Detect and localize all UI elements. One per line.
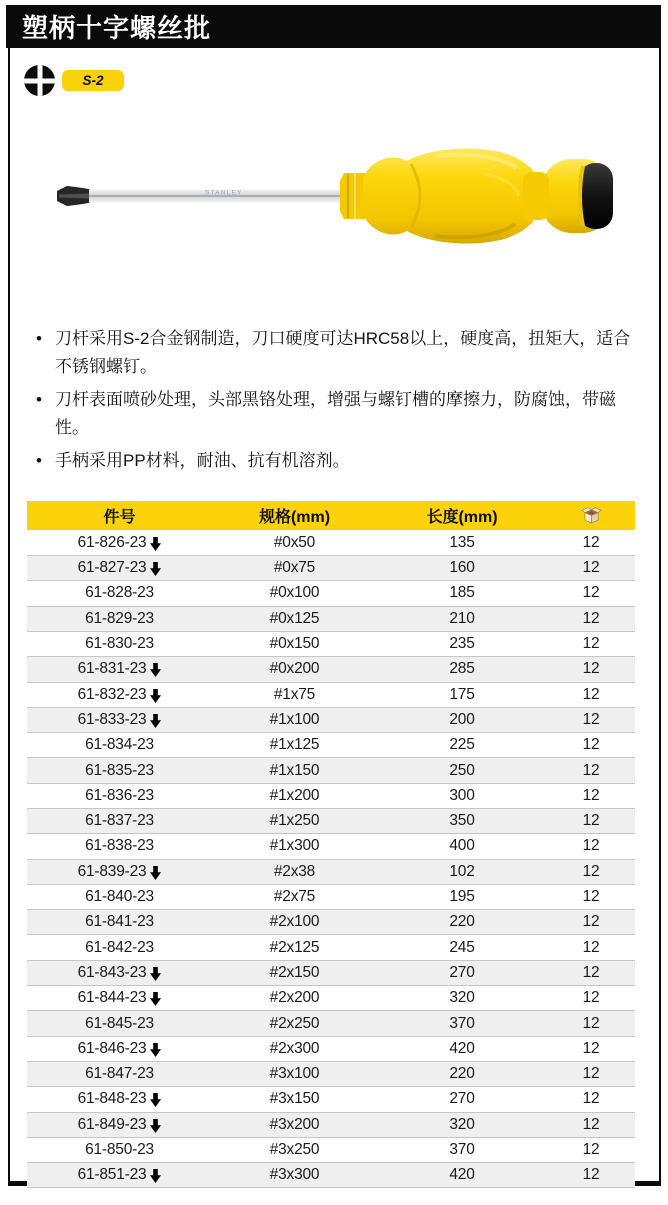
part-number: 61-828-23 xyxy=(85,584,154,602)
spec-value: #2x100 xyxy=(212,910,377,935)
spec-value: #1x150 xyxy=(212,758,377,783)
spec-value: #0x125 xyxy=(212,606,377,631)
down-arrow-icon xyxy=(150,663,161,677)
table-row xyxy=(27,758,635,783)
length-value: 370 xyxy=(377,1137,547,1162)
table-row xyxy=(27,783,635,808)
pack-qty: 12 xyxy=(547,733,635,758)
part-number: 61-833-23 xyxy=(77,710,147,728)
spec-value: #3x200 xyxy=(212,1112,377,1137)
pack-qty: 12 xyxy=(547,960,635,985)
pack-qty: 12 xyxy=(547,1061,635,1086)
length-value: 220 xyxy=(377,1061,547,1086)
pack-qty: 12 xyxy=(547,530,635,555)
length-value: 245 xyxy=(377,935,547,960)
down-arrow-icon xyxy=(150,992,161,1006)
length-value: 420 xyxy=(377,1163,547,1188)
spec-value: #0x200 xyxy=(212,657,377,682)
col-header-spec: 规格(mm) xyxy=(212,501,377,530)
spec-value: #2x200 xyxy=(212,986,377,1011)
length-value: 400 xyxy=(377,834,547,859)
length-value: 175 xyxy=(377,682,547,707)
pack-qty: 12 xyxy=(547,758,635,783)
table-row xyxy=(27,556,635,581)
pack-qty: 12 xyxy=(547,556,635,581)
down-arrow-icon xyxy=(150,1169,161,1183)
down-arrow-icon xyxy=(150,1119,161,1133)
length-value: 270 xyxy=(377,1087,547,1112)
part-number: 61-842-23 xyxy=(85,938,154,956)
table-row xyxy=(27,809,635,834)
spec-value: #1x75 xyxy=(212,682,377,707)
product-image xyxy=(55,134,615,259)
part-number: 61-840-23 xyxy=(85,888,154,906)
length-value: 225 xyxy=(377,733,547,758)
down-arrow-icon xyxy=(150,562,161,576)
table-row xyxy=(27,733,635,758)
table-row xyxy=(27,1011,635,1036)
table-row xyxy=(27,986,635,1011)
length-value: 200 xyxy=(377,707,547,732)
down-arrow-icon xyxy=(150,1043,161,1057)
length-value: 285 xyxy=(377,657,547,682)
page-title: 塑柄十字螺丝批 xyxy=(22,13,212,43)
spec-value: #2x125 xyxy=(212,935,377,960)
table-row xyxy=(27,960,635,985)
pack-qty: 12 xyxy=(547,809,635,834)
table-row xyxy=(27,1112,635,1137)
table-row xyxy=(27,707,635,732)
table-row xyxy=(27,581,635,606)
col-header-part: 件号 xyxy=(27,501,212,530)
pack-qty: 12 xyxy=(547,783,635,808)
table-row xyxy=(27,910,635,935)
pack-qty: 12 xyxy=(547,606,635,631)
pack-qty: 12 xyxy=(547,935,635,960)
part-number: 61-845-23 xyxy=(85,1014,154,1032)
pack-qty: 12 xyxy=(547,581,635,606)
spec-value: #3x250 xyxy=(212,1137,377,1162)
pack-qty: 12 xyxy=(547,1112,635,1137)
page-header xyxy=(6,5,661,48)
pack-qty: 12 xyxy=(547,986,635,1011)
table-row xyxy=(27,606,635,631)
table-row xyxy=(27,859,635,884)
pack-qty: 12 xyxy=(547,1011,635,1036)
length-value: 220 xyxy=(377,910,547,935)
spec-value: #2x150 xyxy=(212,960,377,985)
table-row xyxy=(27,1163,635,1188)
length-value: 102 xyxy=(377,859,547,884)
part-number: 61-849-23 xyxy=(77,1115,147,1133)
part-number: 61-837-23 xyxy=(85,812,154,830)
length-value: 185 xyxy=(377,581,547,606)
length-value: 320 xyxy=(377,1112,547,1137)
spec-value: #0x150 xyxy=(212,631,377,656)
pack-qty: 12 xyxy=(547,834,635,859)
badge-row xyxy=(10,48,659,96)
part-number: 61-827-23 xyxy=(77,559,147,577)
spec-value: #2x75 xyxy=(212,884,377,909)
down-arrow-icon xyxy=(150,689,161,703)
pack-qty: 12 xyxy=(547,859,635,884)
table-header-row xyxy=(27,501,635,530)
part-number: 61-848-23 xyxy=(77,1090,147,1108)
spec-value: #3x300 xyxy=(212,1163,377,1188)
pack-qty: 12 xyxy=(547,707,635,732)
spec-table-body xyxy=(27,530,635,1188)
pack-qty: 12 xyxy=(547,884,635,909)
table-row xyxy=(27,530,635,555)
table-row xyxy=(27,631,635,656)
length-value: 195 xyxy=(377,884,547,909)
pack-qty: 12 xyxy=(547,657,635,682)
table-row xyxy=(27,1137,635,1162)
content-frame xyxy=(8,48,661,1186)
feature-list xyxy=(36,325,641,475)
table-row xyxy=(27,935,635,960)
part-number: 61-838-23 xyxy=(85,837,154,855)
spec-table xyxy=(27,501,635,1188)
part-number: 61-829-23 xyxy=(85,609,154,627)
pack-qty: 12 xyxy=(547,910,635,935)
pack-qty: 12 xyxy=(547,1137,635,1162)
down-arrow-icon xyxy=(150,537,161,551)
length-value: 135 xyxy=(377,530,547,555)
spec-value: #1x300 xyxy=(212,834,377,859)
table-row xyxy=(27,1061,635,1086)
shaft-brand-text: STANLEY xyxy=(204,189,243,197)
spec-value: #1x125 xyxy=(212,733,377,758)
length-value: 370 xyxy=(377,1011,547,1036)
table-row xyxy=(27,884,635,909)
col-header-pack xyxy=(547,501,635,530)
part-number: 61-836-23 xyxy=(85,786,154,804)
spec-value: #1x100 xyxy=(212,707,377,732)
length-value: 320 xyxy=(377,986,547,1011)
part-number: 61-831-23 xyxy=(77,660,147,678)
spec-value: #0x75 xyxy=(212,556,377,581)
length-value: 270 xyxy=(377,960,547,985)
spec-value: #2x250 xyxy=(212,1011,377,1036)
table-row xyxy=(27,1036,635,1061)
table-row xyxy=(27,834,635,859)
pack-qty: 12 xyxy=(547,1087,635,1112)
length-value: 420 xyxy=(377,1036,547,1061)
down-arrow-icon xyxy=(150,967,161,981)
carton-box-icon xyxy=(580,506,603,525)
pack-qty: 12 xyxy=(547,1163,635,1188)
part-number: 61-847-23 xyxy=(85,1065,154,1083)
part-number: 61-843-23 xyxy=(77,963,147,981)
part-number: 61-826-23 xyxy=(77,533,147,551)
part-number: 61-832-23 xyxy=(77,685,147,703)
spec-value: #2x38 xyxy=(212,859,377,884)
spec-value: #3x150 xyxy=(212,1087,377,1112)
length-value: 350 xyxy=(377,809,547,834)
col-header-length: 长度(mm) xyxy=(377,501,547,530)
table-row xyxy=(27,1087,635,1112)
down-arrow-icon xyxy=(150,714,161,728)
spec-value: #1x250 xyxy=(212,809,377,834)
part-number: 61-844-23 xyxy=(77,989,147,1007)
length-value: 250 xyxy=(377,758,547,783)
feature-item: • 手柄采用PP材料，耐油、抗有机溶剂。 xyxy=(36,447,641,475)
part-number: 61-835-23 xyxy=(85,761,154,779)
spec-value: #1x200 xyxy=(212,783,377,808)
spec-value: #0x100 xyxy=(212,581,377,606)
part-number: 61-834-23 xyxy=(85,736,154,754)
table-row xyxy=(27,682,635,707)
spec-value: #3x100 xyxy=(212,1061,377,1086)
part-number: 61-841-23 xyxy=(85,913,154,931)
feature-item: • 刀杆表面喷砂处理，头部黑铬处理，增强与螺钉槽的摩擦力，防腐蚀，带磁性。 xyxy=(36,386,641,442)
length-value: 160 xyxy=(377,556,547,581)
feature-item: • 刀杆采用S-2合金钢制造，刀口硬度可达HRC58以上，硬度高，扭矩大，适合不锈钢螺钉。 xyxy=(36,325,641,381)
down-arrow-icon xyxy=(150,866,161,880)
pack-qty: 12 xyxy=(547,1036,635,1061)
spec-value: #0x50 xyxy=(212,530,377,555)
pack-qty: 12 xyxy=(547,682,635,707)
phillips-head-icon xyxy=(24,65,55,96)
spec-value: #2x300 xyxy=(212,1036,377,1061)
length-value: 300 xyxy=(377,783,547,808)
part-number: 61-846-23 xyxy=(77,1039,147,1057)
part-number: 61-851-23 xyxy=(77,1166,147,1184)
table-row xyxy=(27,657,635,682)
part-number: 61-839-23 xyxy=(77,862,147,880)
part-number: 61-850-23 xyxy=(85,1141,154,1158)
part-number: 61-830-23 xyxy=(85,635,154,653)
steel-grade-badge: S-2 xyxy=(62,70,124,91)
screwdriver-illustration xyxy=(55,134,615,259)
down-arrow-icon xyxy=(150,1093,161,1107)
length-value: 210 xyxy=(377,606,547,631)
pack-qty: 12 xyxy=(547,631,635,656)
length-value: 235 xyxy=(377,631,547,656)
